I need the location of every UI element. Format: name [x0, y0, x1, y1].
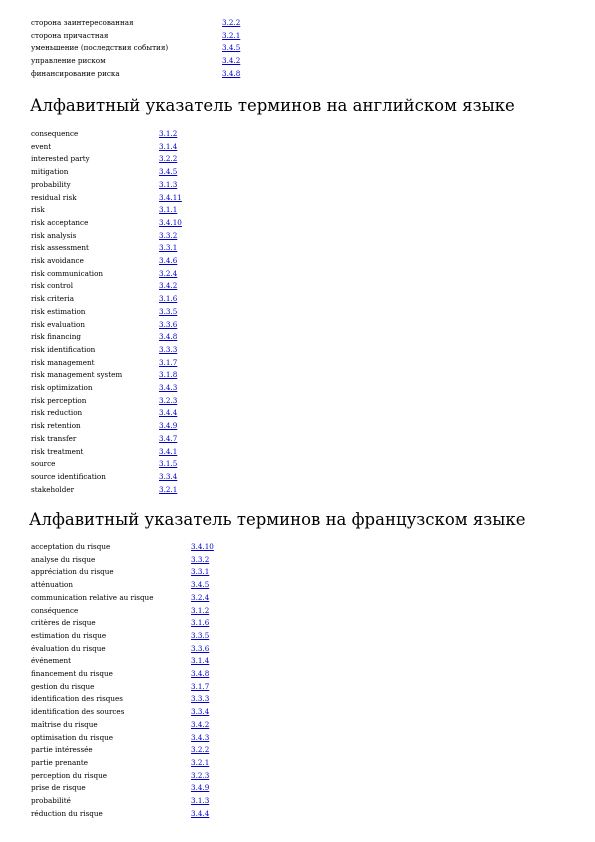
index-ref-link[interactable]: 3.4.2: [159, 281, 178, 291]
index-ref-link[interactable]: 3.1.6: [159, 294, 178, 304]
index-term: événement: [31, 656, 72, 666]
index-ref-cell: [191, 706, 214, 719]
index-row: [31, 179, 182, 192]
index-ref-cell: [191, 795, 214, 808]
index-ref-link[interactable]: 3.1.2: [191, 605, 210, 615]
index-ref-link[interactable]: 3.4.8: [191, 669, 210, 679]
index-term: identification des sources: [31, 707, 125, 717]
index-ref-cell: [159, 331, 182, 344]
index-ref-link[interactable]: 3.4.8: [159, 332, 178, 342]
index-row: [31, 782, 214, 795]
index-term: risk evaluation: [31, 319, 86, 329]
index-ref-cell: [159, 153, 182, 166]
index-ref-cell: [159, 471, 182, 484]
index-ref-link[interactable]: 3.2.1: [159, 484, 178, 494]
index-ref-cell: [191, 693, 214, 706]
index-ref-cell: [159, 357, 182, 370]
index-ref-cell: [222, 55, 240, 68]
index-ref-cell: [191, 554, 214, 567]
index-ref-link[interactable]: 3.1.7: [159, 357, 178, 367]
index-ref-link[interactable]: 3.3.6: [159, 319, 178, 329]
index-row: [31, 458, 182, 471]
index-ref-link[interactable]: 3.4.5: [159, 167, 178, 177]
index-ref-cell: [191, 643, 214, 656]
index-ref-link[interactable]: 3.4.4: [159, 408, 178, 418]
index-ref-link[interactable]: 3.4.4: [191, 808, 210, 818]
english-index-heading: Алфавитный указатель терминов на английском языке: [30, 96, 515, 115]
index-ref-cell: [159, 280, 182, 293]
index-ref-link[interactable]: 3.3.1: [191, 567, 210, 577]
index-ref-link[interactable]: 3.1.6: [191, 618, 210, 628]
index-term: risk transfer: [31, 433, 77, 443]
index-row: [31, 319, 182, 332]
index-ref-cell: [159, 369, 182, 382]
index-row: [31, 541, 214, 554]
index-term: prise de risque: [31, 783, 86, 793]
index-term: identification des risques: [31, 694, 123, 704]
index-term: consequence: [31, 129, 79, 138]
index-ref-link[interactable]: 3.4.3: [191, 732, 210, 742]
index-row: [31, 382, 182, 395]
index-ref-cell: [159, 179, 182, 192]
index-row: [31, 420, 182, 433]
index-term: critères de risque: [31, 618, 96, 628]
index-row: [31, 230, 182, 243]
index-row: [31, 770, 214, 783]
index-term: risk communication: [31, 268, 104, 278]
index-term: risk financing: [31, 332, 81, 342]
index-ref-link[interactable]: 3.3.4: [159, 471, 178, 481]
index-row: [31, 55, 240, 68]
index-term: risk acceptance: [31, 217, 89, 227]
index-ref-link[interactable]: 3.4.2: [191, 719, 210, 729]
index-ref-link[interactable]: 3.4.2: [222, 56, 241, 66]
index-ref-link[interactable]: 3.1.3: [191, 796, 210, 806]
index-row: [31, 681, 214, 694]
index-row: [31, 706, 214, 719]
index-term: interested party: [31, 154, 90, 164]
index-row: [31, 693, 214, 706]
index-row: [31, 68, 240, 81]
index-ref-cell: [159, 344, 182, 357]
index-term: финансирование риска: [31, 68, 120, 78]
index-ref-link[interactable]: 3.1.4: [191, 656, 210, 666]
index-ref-link[interactable]: 3.2.1: [222, 30, 241, 40]
index-ref-cell: [159, 446, 182, 459]
index-ref-link[interactable]: 3.1.5: [159, 459, 178, 469]
index-ref-link[interactable]: 3.3.2: [159, 230, 178, 240]
index-term: risk identification: [31, 344, 96, 354]
index-term: risk analysis: [31, 230, 77, 240]
index-row: [31, 605, 214, 618]
index-row: [31, 643, 214, 656]
index-ref-cell: [191, 808, 214, 821]
index-ref-link[interactable]: 3.2.1: [191, 757, 210, 767]
index-row: [31, 719, 214, 732]
index-term: communication relative au risque: [31, 592, 154, 602]
index-ref-link[interactable]: 3.2.2: [159, 154, 178, 164]
index-ref-link[interactable]: 3.4.1: [159, 446, 178, 456]
index-row: [31, 357, 182, 370]
index-ref-link[interactable]: 3.4.11: [159, 192, 182, 202]
index-ref-cell: [159, 141, 182, 154]
index-row: [31, 592, 214, 605]
index-ref-cell: [191, 605, 214, 618]
french-index-table: [31, 541, 214, 820]
index-ref-cell: [191, 719, 214, 732]
index-ref-cell: [191, 668, 214, 681]
index-row: [31, 668, 214, 681]
index-term: partie intéressée: [31, 745, 93, 755]
index-ref-link[interactable]: 3.3.3: [159, 344, 178, 354]
index-ref-cell: [159, 204, 182, 217]
index-ref-cell: [159, 395, 182, 408]
index-row: [31, 395, 182, 408]
index-term: atténuation: [31, 580, 74, 590]
index-ref-link[interactable]: 3.2.3: [159, 395, 178, 405]
index-row: [31, 471, 182, 484]
index-term: probability: [31, 179, 71, 189]
index-row: [31, 166, 182, 179]
index-term: probabilité: [31, 796, 71, 806]
index-ref-cell: [191, 655, 214, 668]
russian-index-tail: [31, 17, 240, 81]
index-ref-cell: [159, 217, 182, 230]
index-ref-cell: [191, 566, 214, 579]
index-term: residual risk: [31, 192, 77, 202]
index-ref-link[interactable]: 3.3.3: [191, 694, 210, 704]
index-term: risk treatment: [31, 446, 84, 456]
index-row: [31, 655, 214, 668]
index-ref-cell: [159, 128, 182, 141]
index-term: estimation du risque: [31, 630, 107, 640]
index-ref-cell: [159, 230, 182, 243]
index-ref-link[interactable]: 3.4.3: [159, 383, 178, 393]
index-ref-cell: [159, 458, 182, 471]
index-ref-cell: [159, 382, 182, 395]
index-ref-link[interactable]: 3.3.5: [191, 630, 210, 640]
index-ref-link[interactable]: 3.2.4: [191, 592, 210, 602]
index-ref-link[interactable]: 3.1.2: [159, 129, 178, 138]
index-row: [31, 268, 182, 281]
french-index-heading: Алфавитный указатель терминов на французском языке: [29, 510, 526, 529]
index-term: maîtrise du risque: [31, 719, 98, 729]
index-row: [31, 433, 182, 446]
index-row: [31, 30, 240, 43]
index-row: [31, 344, 182, 357]
index-term: réduction du risque: [31, 808, 103, 818]
index-term: risk assessment: [31, 243, 89, 253]
index-term: risk perception: [31, 395, 87, 405]
index-row: [31, 217, 182, 230]
index-row: [31, 242, 182, 255]
index-term: risk: [31, 205, 45, 215]
index-term: appréciation du risque: [31, 567, 114, 577]
index-row: [31, 17, 240, 30]
index-term: analyse du risque: [31, 554, 96, 564]
index-ref-link[interactable]: 3.4.9: [191, 783, 210, 793]
index-row: [31, 630, 214, 643]
index-row: [31, 369, 182, 382]
index-term: source identification: [31, 471, 106, 481]
index-row: [31, 446, 182, 459]
index-term: acceptation du risque: [31, 542, 111, 551]
index-ref-link[interactable]: 3.2.4: [159, 268, 178, 278]
index-ref-link[interactable]: 3.1.7: [191, 681, 210, 691]
index-row: [31, 306, 182, 319]
index-term: управление риском: [31, 56, 106, 66]
index-ref-cell: [159, 420, 182, 433]
index-row: [31, 192, 182, 205]
index-term: perception du risque: [31, 770, 108, 780]
index-term: risk retention: [31, 421, 81, 431]
index-ref-cell: [191, 782, 214, 795]
index-term: risk control: [31, 281, 73, 291]
index-ref-link[interactable]: 3.4.7: [159, 433, 178, 443]
index-ref-link[interactable]: 3.1.3: [159, 179, 178, 189]
index-ref-cell: [159, 319, 182, 332]
english-index-table: [31, 128, 182, 496]
index-ref-cell: [191, 681, 214, 694]
index-ref-link[interactable]: 3.1.4: [159, 141, 178, 151]
index-row: [31, 280, 182, 293]
index-term: risk criteria: [31, 294, 74, 304]
index-row: [31, 744, 214, 757]
index-ref-cell: [222, 68, 240, 81]
index-row: [31, 42, 240, 55]
index-ref-link[interactable]: 3.3.1: [159, 243, 178, 253]
index-row: [31, 579, 214, 592]
index-row: [31, 141, 182, 154]
index-ref-link[interactable]: 3.2.3: [191, 770, 210, 780]
index-ref-cell: [191, 757, 214, 770]
index-term: event: [31, 141, 52, 151]
index-ref-cell: [191, 732, 214, 745]
index-term: conséquence: [31, 605, 79, 615]
index-term: mitigation: [31, 167, 69, 177]
index-term: risk management: [31, 357, 95, 367]
index-row: [31, 795, 214, 808]
index-term: source: [31, 459, 56, 469]
index-ref-cell: [191, 770, 214, 783]
index-ref-cell: [191, 592, 214, 605]
index-ref-cell: [159, 484, 182, 497]
index-ref-link[interactable]: 3.4.8: [222, 68, 241, 78]
index-ref-link[interactable]: 3.3.5: [159, 306, 178, 316]
index-ref-cell: [159, 268, 182, 281]
index-term: financement du risque: [31, 669, 113, 679]
index-term: évaluation du risque: [31, 643, 106, 653]
index-ref-link[interactable]: 3.2.2: [191, 745, 210, 755]
index-ref-cell: [159, 433, 182, 446]
index-ref-link[interactable]: 3.2.2: [222, 18, 241, 27]
index-ref-link[interactable]: 3.4.10: [191, 542, 214, 551]
index-row: [31, 484, 182, 497]
index-ref-cell: [222, 30, 240, 43]
index-row: [31, 331, 182, 344]
index-ref-cell: [159, 306, 182, 319]
index-ref-cell: [191, 617, 214, 630]
index-term: stakeholder: [31, 484, 75, 494]
index-ref-cell: [159, 293, 182, 306]
index-ref-cell: [191, 744, 214, 757]
index-term: уменьшение (последствия события): [31, 43, 169, 53]
index-row: [31, 204, 182, 217]
index-term: сторона заинтересованная: [31, 18, 134, 27]
index-term: risk avoidance: [31, 256, 84, 266]
index-term: risk estimation: [31, 306, 86, 316]
index-ref-link[interactable]: 3.1.1: [159, 205, 178, 215]
index-ref-link[interactable]: 3.1.8: [159, 370, 178, 380]
index-ref-cell: [159, 255, 182, 268]
index-ref-cell: [159, 192, 182, 205]
index-ref-link[interactable]: 3.4.9: [159, 421, 178, 431]
index-row: [31, 554, 214, 567]
index-ref-cell: [222, 17, 240, 30]
index-row: [31, 153, 182, 166]
index-ref-link[interactable]: 3.4.10: [159, 217, 182, 227]
index-ref-link[interactable]: 3.3.2: [191, 554, 210, 564]
index-ref-link[interactable]: 3.4.6: [159, 256, 178, 266]
index-ref-link[interactable]: 3.4.5: [191, 580, 210, 590]
index-ref-cell: [222, 42, 240, 55]
index-row: [31, 128, 182, 141]
index-ref-cell: [191, 579, 214, 592]
index-ref-link[interactable]: 3.4.5: [222, 43, 241, 53]
index-row: [31, 757, 214, 770]
index-ref-link[interactable]: 3.3.6: [191, 643, 210, 653]
index-ref-cell: [191, 630, 214, 643]
index-ref-cell: [191, 541, 214, 554]
index-term: risk reduction: [31, 408, 83, 418]
index-row: [31, 808, 214, 821]
index-ref-link[interactable]: 3.3.4: [191, 707, 210, 717]
index-row: [31, 255, 182, 268]
index-term: optimisation du risque: [31, 732, 114, 742]
index-ref-cell: [159, 166, 182, 179]
index-ref-cell: [159, 407, 182, 420]
index-row: [31, 566, 214, 579]
index-term: partie prenante: [31, 757, 89, 767]
index-ref-cell: [159, 242, 182, 255]
index-term: risk management system: [31, 370, 123, 380]
index-row: [31, 617, 214, 630]
index-row: [31, 732, 214, 745]
index-term: risk optimization: [31, 383, 93, 393]
index-row: [31, 293, 182, 306]
index-term: gestion du risque: [31, 681, 95, 691]
index-row: [31, 407, 182, 420]
index-term: сторона причастная: [31, 30, 109, 40]
